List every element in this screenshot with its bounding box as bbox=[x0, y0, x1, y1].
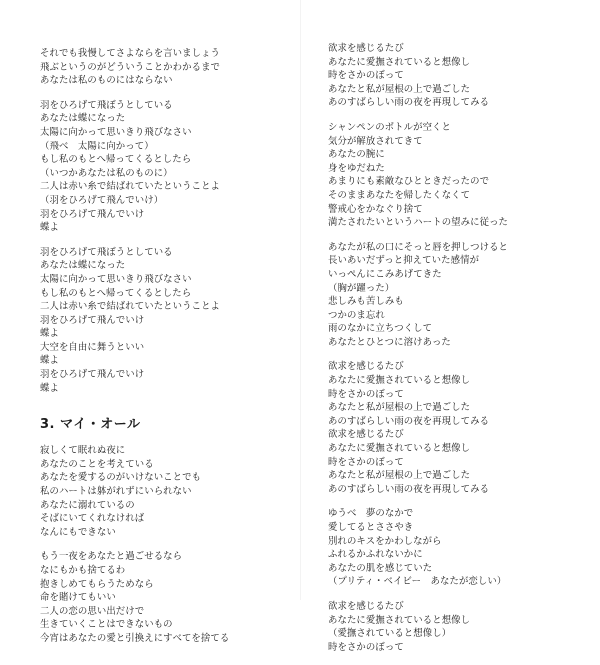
lyric-line: 別れのキスをかわしながら bbox=[328, 535, 442, 547]
lyric-line: あなたに愛撫されていると想像し bbox=[328, 614, 471, 626]
stanza bbox=[40, 99, 290, 235]
lyric-line: （プリティ・ベイビー あなたが恋しい） bbox=[328, 576, 507, 588]
lyric-line: あなたに愛撫されていると想像し bbox=[328, 56, 471, 68]
lyric-line: 二人の恋の思い出だけで bbox=[40, 605, 145, 617]
lyric-line: （飛べ 太陽に向かって） bbox=[40, 140, 154, 152]
lyric-line: 太陽に向かって思いきり飛びなさい bbox=[40, 273, 192, 285]
lyric-line: 抱きしめてもらうためなら bbox=[40, 578, 154, 590]
lyrics-block-previous-song bbox=[40, 47, 290, 395]
lyric-line: もし私のもとへ帰ってくるとしたら bbox=[40, 287, 192, 299]
lyric-line: 蝶よ bbox=[40, 355, 59, 367]
lyric-line: 大空を自由に舞うといい bbox=[40, 341, 145, 353]
lyric-line: あなたに愛撫されていると想像し bbox=[328, 443, 471, 455]
lyric-line: 欲求を感じるたび bbox=[328, 361, 404, 373]
lyric-line: 蝶よ bbox=[40, 382, 59, 394]
lyric-line: あなたのことを考えている bbox=[40, 458, 154, 470]
lyric-line: 命を賭けてもいい bbox=[40, 592, 116, 604]
lyric-line: あなたは蝶になった bbox=[40, 260, 126, 272]
lyric-line: 私のハートは躰がれずにいられない bbox=[40, 486, 192, 498]
lyric-line: 蝶よ bbox=[40, 328, 59, 340]
lyric-line: 寂しくて眠れぬ夜に bbox=[40, 445, 126, 457]
lyric-line: 警戒心をかなぐり捨て bbox=[328, 203, 423, 215]
left-column bbox=[40, 47, 290, 657]
stanza bbox=[328, 241, 590, 350]
lyrics-block-my-all-continued bbox=[328, 42, 590, 654]
lyric-line: なにもかも捨てるわ bbox=[40, 565, 126, 576]
lyric-line: それでも我慢してさよならを言いましょう bbox=[40, 48, 221, 59]
lyric-line: 今宵はあなたの愛と引換えにすべてを捨てる bbox=[40, 632, 230, 644]
lyric-line: あなたの腕に bbox=[328, 149, 385, 161]
song-title: 3. マイ・オール bbox=[40, 417, 141, 433]
lyric-line: あなたに溺れているの bbox=[40, 499, 135, 511]
lyric-line: （胸が躍った） bbox=[328, 282, 395, 294]
lyric-line: 時をさかのぼって bbox=[328, 70, 404, 82]
lyric-line: 羽をひろげて飛んでいけ bbox=[40, 369, 145, 381]
stanza bbox=[328, 600, 590, 654]
lyric-line: あのすばらしい雨の夜を再現してみる bbox=[328, 97, 490, 109]
stanza bbox=[40, 47, 290, 88]
lyric-line: もう一夜をあなたと過ごせるなら bbox=[40, 551, 183, 563]
right-column bbox=[328, 42, 590, 665]
lyric-line: あなたと私が屋根の上で過ごした bbox=[328, 83, 471, 95]
lyric-line: 気分が解放されてきて bbox=[328, 135, 423, 147]
lyric-line: 悲しみも苦しみも bbox=[328, 296, 404, 308]
stanza bbox=[40, 444, 290, 539]
lyric-line: 二人は赤い糸で結ばれていたということよ bbox=[40, 301, 221, 313]
lyric-line: あなたに愛撫されていると想像し bbox=[328, 375, 471, 387]
lyric-line: 時をさかのぼって bbox=[328, 641, 404, 653]
lyric-line: 二人は赤い糸で結ばれていたということよ bbox=[40, 181, 221, 193]
lyric-line: （いつかあなたは私のものに） bbox=[40, 167, 173, 179]
lyric-line: 羽をひろげて飛んでいけ bbox=[40, 314, 145, 326]
lyric-line: 愛してるとささやき bbox=[328, 522, 414, 533]
lyric-line: 羽をひろげて飛ぼうとしている bbox=[40, 99, 173, 111]
lyric-line: つかのま忘れ bbox=[328, 309, 385, 321]
page-gutter bbox=[300, 0, 301, 600]
lyric-line: シャンペンのボトルが空くと bbox=[328, 121, 451, 133]
lyric-line: なんにもできない bbox=[40, 526, 116, 538]
lyric-line: 太陽に向かって思いきり飛びなさい bbox=[40, 126, 192, 138]
lyric-line: （羽をひろげて飛んでいけ） bbox=[40, 194, 164, 206]
lyric-line: ふれるかふれないかに bbox=[328, 549, 423, 561]
lyric-line: 欲求を感じるたび bbox=[328, 600, 404, 612]
lyric-line: （愛撫されていると想像し） bbox=[328, 628, 452, 640]
lyric-line: 時をさかのぼって bbox=[328, 456, 404, 468]
lyric-line: 羽をひろげて飛んでいけ bbox=[40, 208, 145, 220]
stanza bbox=[40, 246, 290, 396]
lyric-line: 長いあいだずっと抑えていた感情が bbox=[328, 255, 480, 267]
stanza bbox=[328, 42, 590, 110]
lyrics-block-my-all bbox=[40, 444, 290, 645]
stanza bbox=[328, 360, 590, 496]
lyric-line: あなたが私の口にそっと唇を押しつけると bbox=[328, 241, 509, 253]
lyric-line: 蝶よ bbox=[40, 222, 59, 234]
lyric-line: 身をゆだねた bbox=[328, 162, 385, 174]
lyric-line: いっぺんにこみあげてきた bbox=[328, 268, 442, 280]
lyric-line: 雨のなかに立ちつくして bbox=[328, 323, 433, 335]
lyric-line: もし私のもとへ帰ってくるとしたら bbox=[40, 154, 192, 166]
lyric-line: あのすばらしい雨の夜を再現してみる bbox=[328, 483, 490, 495]
lyric-line: あなたは私のものにはならない bbox=[40, 75, 173, 87]
stanza bbox=[328, 507, 590, 589]
stanza bbox=[40, 550, 290, 645]
lyric-line: ゆうべ 夢のなかで bbox=[328, 508, 414, 520]
lyric-line: あなたの肌を感じていた bbox=[328, 562, 433, 574]
lyric-line: 欲求を感じるたび bbox=[328, 43, 404, 54]
lyric-line: あなたを愛するのがいけないことでも bbox=[40, 472, 202, 484]
lyric-line: あなたと私が屋根の上で過ごした bbox=[328, 402, 471, 414]
lyric-line: あのすばらしい雨の夜を再現してみる bbox=[328, 415, 490, 427]
lyric-line: 生きていくことはできないもの bbox=[40, 619, 173, 631]
lyric-line: そばにいてくれなければ bbox=[40, 513, 145, 525]
lyric-line: 時をさかのぼって bbox=[328, 388, 404, 400]
lyric-line: 羽をひろげて飛ぼうとしている bbox=[40, 246, 173, 258]
lyric-line: 飛ぶというのがどういうことかわかるまで bbox=[40, 61, 221, 73]
lyric-line: あなたは蝶になった bbox=[40, 113, 126, 125]
lyric-line: あまりにも素敵なひとときだったので bbox=[328, 176, 490, 188]
lyric-line: あなたと私が屋根の上で過ごした bbox=[328, 470, 471, 482]
lyric-line: そのままあなたを帰したくなくて bbox=[328, 189, 471, 201]
lyric-line: あなたとひとつに溶けあった bbox=[328, 336, 451, 348]
lyric-line: 欲求を感じるたび bbox=[328, 429, 404, 441]
lyric-line: 満たされたいというハートの望みに従った bbox=[328, 217, 509, 229]
stanza bbox=[328, 121, 590, 230]
